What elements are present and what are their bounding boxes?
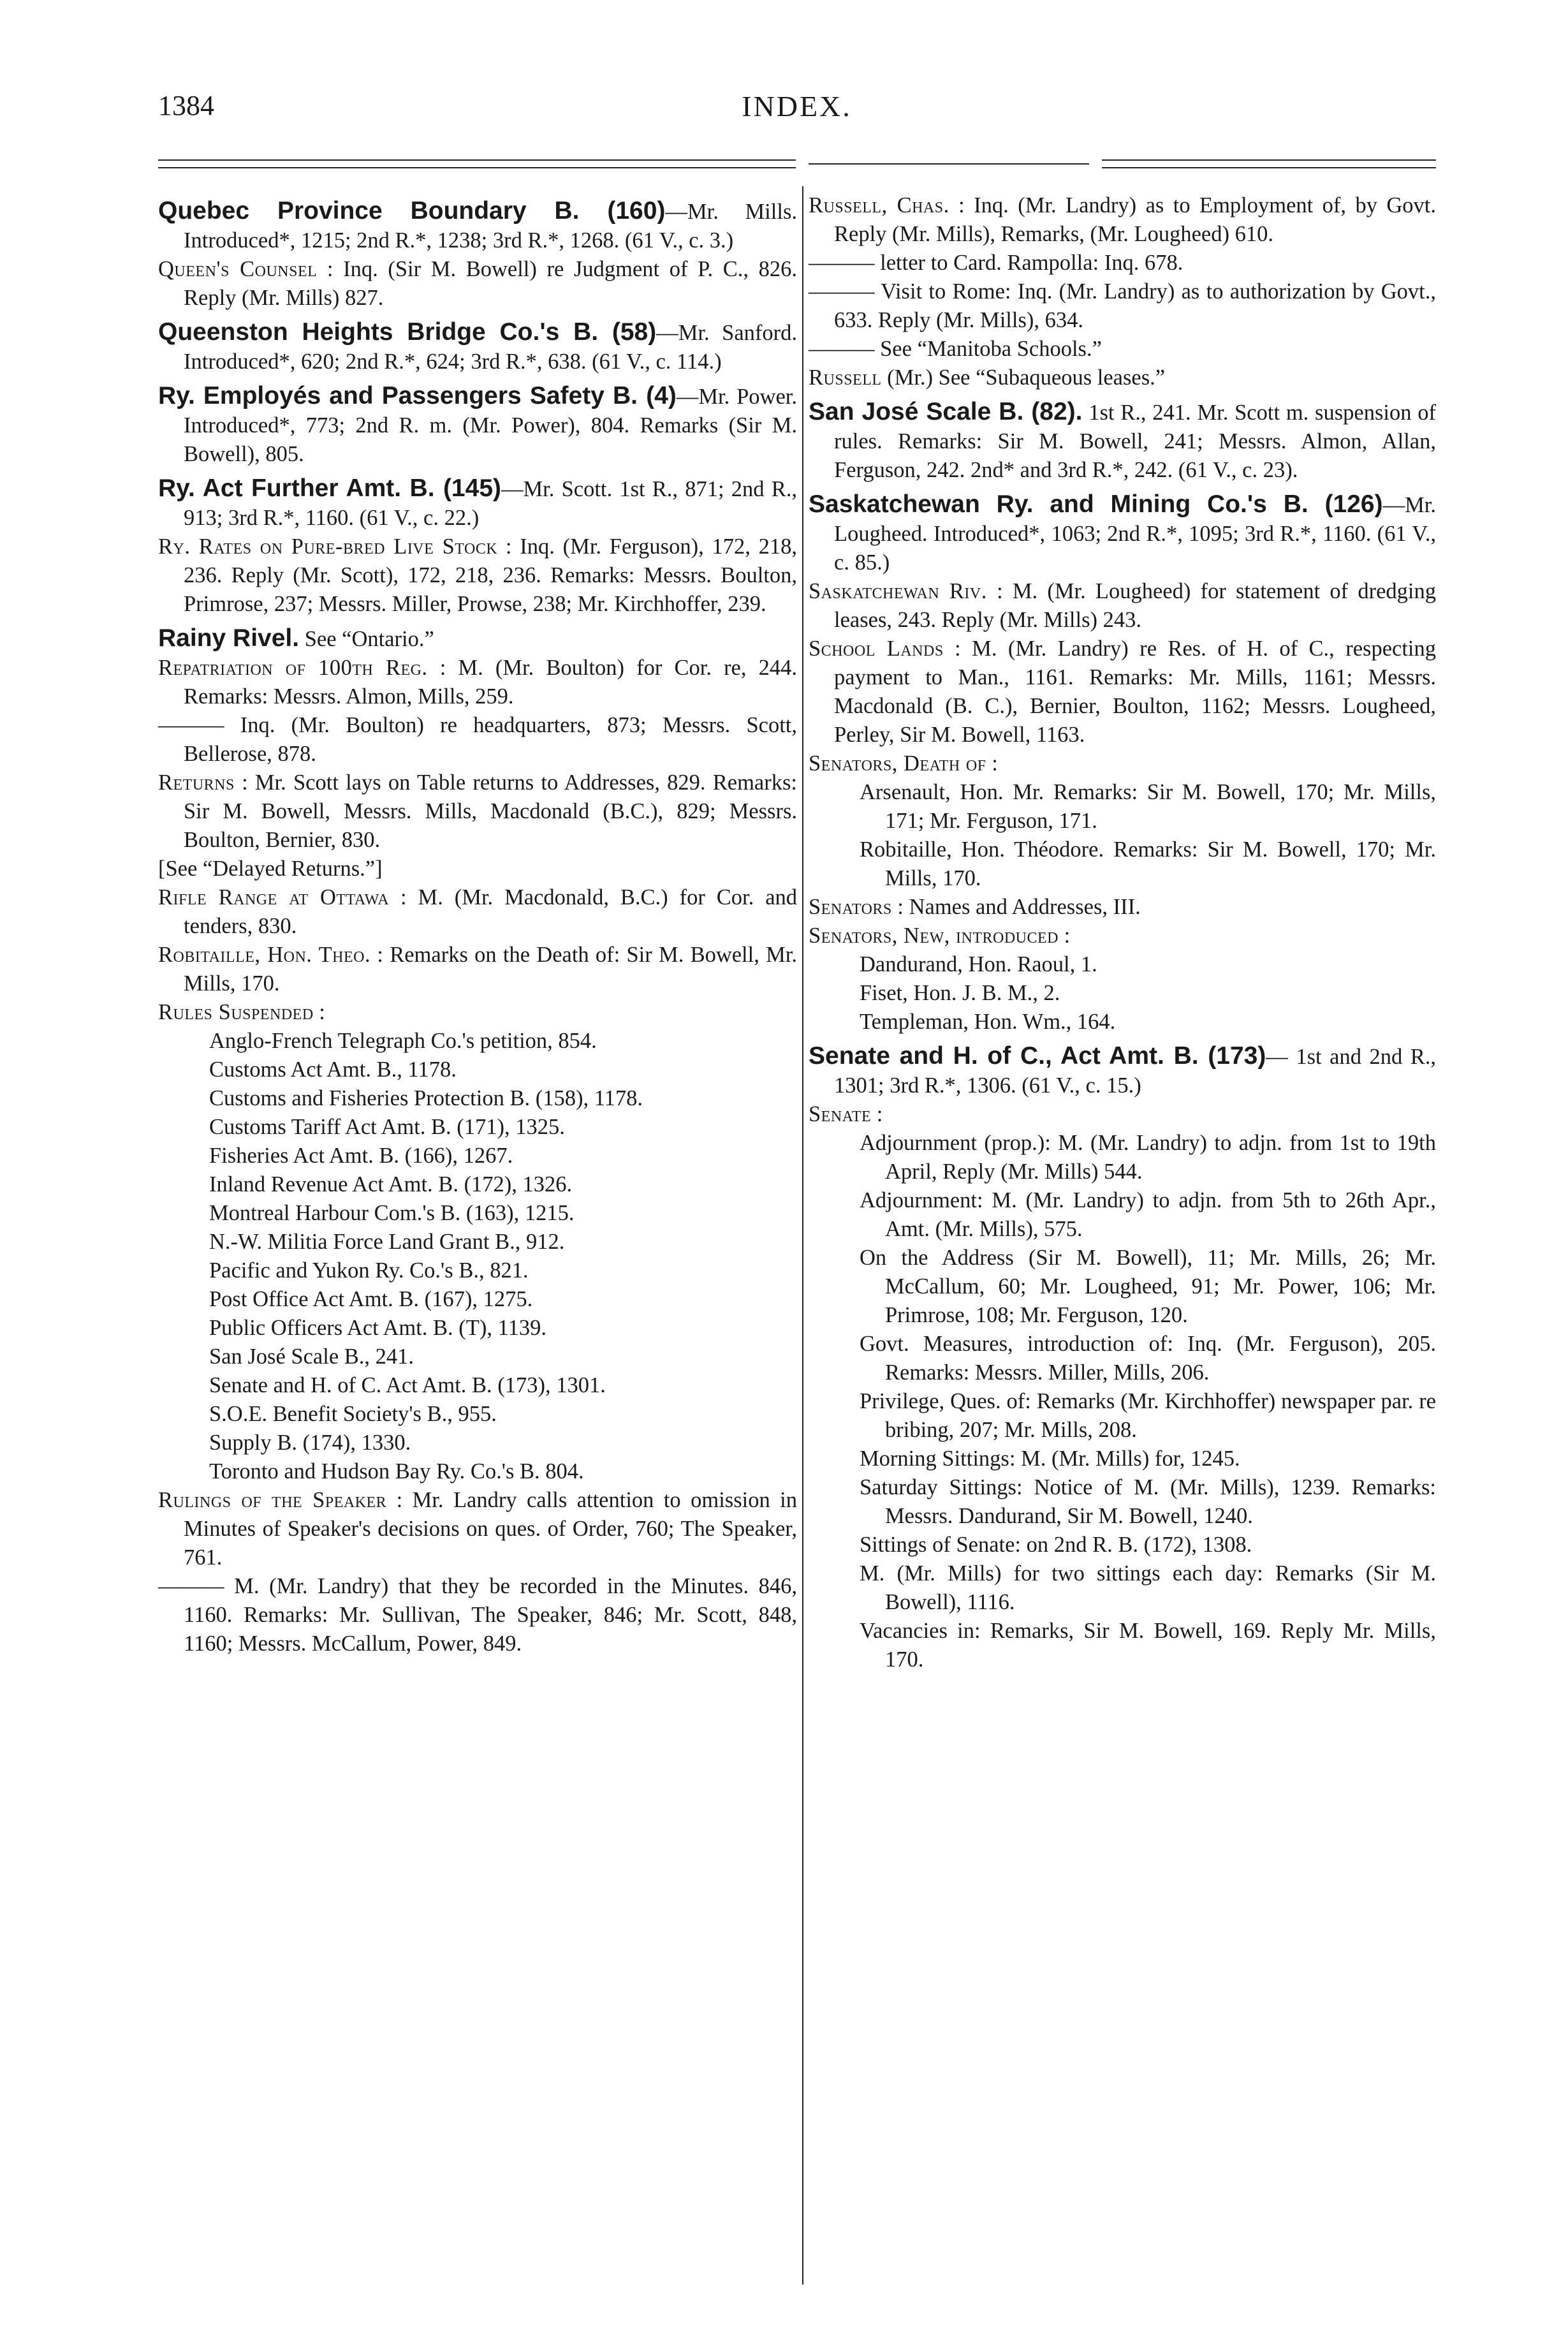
entry-heading: ——— (809, 279, 875, 304)
index-entry (809, 191, 1436, 249)
entry-text: : M. (Mr. Macdonald, B.C.) for Cor. and tenders, 830. (184, 885, 798, 938)
entry-heading: Quebec Province Boundary B. (160) (158, 197, 666, 225)
entry-heading: Russell, Chas. (809, 193, 949, 217)
index-entry (158, 1572, 797, 1658)
index-subentry: M. (Mr. Mills) for two sittings each day: Remarks (Sir M. Bowell), 1116. (860, 1561, 1436, 1614)
page-number: 1384 (158, 90, 214, 121)
index-subentry: Customs Tariff Act Amt. B. (171), 1325. (209, 1115, 565, 1139)
entry-text: letter to Card. Rampolla: Inq. 678. (874, 251, 1183, 275)
index-entry (158, 255, 797, 313)
entry-heading: San José Scale B. (82). (809, 398, 1083, 425)
entry-text: : M. (Mr. Boulton) for Cor. re, 244. Remarks: Messrs. Almon, Mills, 259. (184, 656, 797, 709)
entry-text: : M. (Mr. Lougheed) for statement of dredging leases, 243. Reply (Mr. Mills) 243. (834, 579, 1436, 632)
index-subentry: Adjournment: M. (Mr. Landry) to adjn. from 5th to 26th Apr., Amt. (Mr. Mills), 575. (860, 1188, 1436, 1241)
entry-text: : (313, 1000, 325, 1024)
index-subentry: Post Office Act Amt. B. (167), 1275. (209, 1287, 533, 1311)
index-subentry: Dandurand, Hon. Raoul, 1. (860, 952, 1097, 976)
entry-text: : (1058, 924, 1071, 948)
index-subentry: Fiset, Hon. J. B. M., 2. (860, 981, 1060, 1005)
entry-text: : Remarks on the Death of: Sir M. Bowell, Mr. Mills, 170. (184, 943, 797, 996)
index-subentry: Supply B. (174), 1330. (209, 1431, 411, 1455)
index-column-right (809, 191, 1436, 1674)
index-entry (158, 624, 797, 654)
entry-heading: Rifle Range at Ottawa (158, 885, 390, 909)
index-entry (158, 711, 797, 769)
entry-heading: Russell (809, 365, 882, 390)
entry-text: [See “Delayed Returns.”] (158, 857, 383, 881)
entry-text: See “Manitoba Schools.” (874, 337, 1102, 361)
index-subentry: Customs Act Amt. B., 1178. (209, 1057, 457, 1082)
entry-heading: Rulings of the Speaker (158, 1488, 387, 1512)
index-entry (809, 490, 1436, 577)
entry-text: —Mr. Lougheed. Introduced*, 1063; 2nd R.*, 1095; 3rd R.*, 1160. (61 V., c. 85.) (834, 493, 1436, 575)
entry-text: Visit to Rome: Inq. (Mr. Landry) as to authorization by Govt., 633. Reply (Mr. Mills), 634. (834, 279, 1436, 332)
entry-text: See “Ontario.” (299, 627, 434, 651)
header-rule (158, 167, 796, 168)
index-entry (158, 855, 797, 883)
entry-heading: Ry. Rates on Pure-bred Live Stock (158, 534, 498, 559)
index-entry (809, 893, 1436, 922)
header-rule (1102, 159, 1436, 161)
index-subentry: San José Scale B., 241. (209, 1344, 414, 1369)
entry-heading: Rules Suspended (158, 1000, 314, 1024)
index-entry (809, 364, 1436, 392)
index-entry (809, 397, 1436, 485)
entry-text: —Mr. Sanford. Introduced*, 620; 2nd R.*, 624; 3rd R.*, 638. (61 V., c. 114.) (184, 321, 797, 374)
index-entry (158, 769, 797, 855)
index-entry (158, 941, 797, 998)
entry-heading: Queenston Heights Bridge Co.'s B. (58) (158, 318, 657, 346)
index-subentry: Anglo-French Telegraph Co.'s petition, 854. (209, 1029, 597, 1053)
entry-text: : Inq. (Sir M. Bowell) re Judgment of P. C., 826. Reply (Mr. Mills) 827. (184, 257, 797, 310)
index-subentry: Robitaille, Hon. Théodore. Remarks: Sir M. Bowell, 170; Mr. Mills, 170. (860, 837, 1436, 890)
entry-heading: School Lands (809, 637, 944, 661)
index-subentry: Inland Revenue Act Amt. B. (172), 1326. (209, 1172, 573, 1197)
entry-heading: ——— (158, 1574, 224, 1598)
entry-heading: Queen's Counsel (158, 257, 318, 281)
index-subentry: Arsenault, Hon. Mr. Remarks: Sir M. Bowell, 170; Mr. Mills, 171; Mr. Ferguson, 171. (860, 780, 1436, 833)
index-subentry: Govt. Measures, introduction of: Inq. (Mr. Ferguson), 205. Remarks: Messrs. Miller, Mills, 206. (860, 1332, 1436, 1385)
index-subentry: Vacancies in: Remarks, Sir M. Bowell, 169. Reply Mr. Mills, 170. (860, 1619, 1436, 1672)
entry-text: —Mr. Mills. Introduced*, 1215; 2nd R.*, 1238; 3rd R.*, 1268. (61 V., c. 3.) (184, 200, 797, 253)
entry-heading: ——— (809, 251, 875, 275)
entry-text: —Mr. Scott. 1st R., 871; 2nd R., 913; 3rd R.*, 1160. (61 V., c. 22.) (184, 477, 797, 530)
running-title: INDEX. (742, 90, 852, 122)
index-entry (809, 635, 1436, 749)
index-subentry: Senate and H. of C. Act Amt. B. (173), 1301. (209, 1373, 606, 1397)
entry-text: — 1st and 2nd R., 1301; 3rd R.*, 1306. (61 V., c. 15.) (834, 1045, 1436, 1098)
entry-text: —Mr. Power. Introduced*, 773; 2nd R. m. (Mr. Power), 804. Remarks (Sir M. Bowell), 805. (184, 385, 797, 466)
entry-text: : M. (Mr. Landry) re Res. of H. of C., respecting payment to Man., 1161. Remarks: Mr. Mills, 1161; Messrs. Macdonald (B. C.), Bernier, Boulton, 1162; Messrs. Lougheed, Perley, Sir M. Bowell, 1163. (834, 637, 1436, 747)
index-entry (158, 998, 797, 1027)
index-entry (158, 654, 797, 711)
entry-heading: Repatriation of 100th Reg. (158, 656, 428, 680)
header-rule (809, 163, 1089, 165)
index-subentry: On the Address (Sir M. Bowell), 11; Mr. Mills, 26; Mr. McCallum, 60; Mr. Lougheed, 91; Mr. Power, 106; Mr. Primrose, 108; Mr. Ferguson, 120. (860, 1246, 1436, 1327)
entry-heading: Senate (809, 1102, 872, 1126)
header-rule (158, 159, 796, 161)
index-subentry: Morning Sittings: M. (Mr. Mills) for, 1245. (860, 1447, 1240, 1471)
entry-heading: Returns (158, 770, 235, 795)
entry-heading: Rainy Rivel. (158, 624, 300, 652)
index-entry (158, 196, 797, 255)
index-entry (158, 533, 797, 619)
page-header (158, 89, 1435, 128)
entry-heading: Ry. Employés and Passengers Safety B. (4) (158, 382, 677, 409)
index-entry (809, 335, 1436, 364)
index-entry (158, 1486, 797, 1572)
index-entry (158, 318, 797, 376)
entry-text: : Names and Addresses, III. (891, 895, 1141, 919)
index-entry (809, 1100, 1436, 1129)
index-subentry: Customs and Fisheries Protection B. (158), 1178. (209, 1086, 643, 1110)
header-rule (1102, 167, 1436, 168)
entry-heading: Senators, New, introduced (809, 924, 1059, 948)
entry-heading: ——— (158, 713, 224, 737)
index-entry (809, 1042, 1436, 1100)
entry-heading: Saskatchewan Riv. (809, 579, 987, 603)
index-subentry: Toronto and Hudson Bay Ry. Co.'s B. 804. (209, 1459, 584, 1484)
entry-text: : (871, 1102, 883, 1126)
entry-text: : (986, 751, 998, 776)
index-entry (809, 277, 1436, 335)
index-entry (158, 474, 797, 533)
entry-heading: Saskatchewan Ry. and Mining Co.'s B. (126) (809, 490, 1383, 518)
index-subentry: Sittings of Senate: on 2nd R. B. (172), 1308. (860, 1533, 1252, 1557)
entry-heading: Senators, Death of (809, 751, 986, 776)
entry-text: M. (Mr. Landry) that they be recorded in the Minutes. 846, 1160. Remarks: Mr. Sullivan, The Speaker, 846; Mr. Scott, 848, 1160; Messrs. McCallum, Power, 849. (184, 1574, 797, 1656)
entry-text: : Inq. (Mr. Landry) as to Employment of, by Govt. Reply (Mr. Mills), Remarks, (Mr. Lougheed) 610. (834, 193, 1437, 246)
index-subentry: Privilege, Ques. of: Remarks (Mr. Kirchhoffer) newspaper par. re bribing, 207; Mr. Mills, 208. (860, 1389, 1436, 1442)
entry-heading: Robitaille, Hon. Theo. (158, 943, 371, 967)
index-entry (809, 749, 1436, 778)
index-subentry: Fisheries Act Amt. B. (166), 1267. (209, 1144, 513, 1168)
index-subentry: Templeman, Hon. Wm., 164. (860, 1010, 1116, 1034)
index-column-left (158, 191, 797, 1658)
index-subentry: Saturday Sittings: Notice of M. (Mr. Mills), 1239. Remarks: Messrs. Dandurand, Sir M. Bowell, 1240. (860, 1475, 1436, 1528)
index-subentry: Pacific and Yukon Ry. Co.'s B., 821. (209, 1258, 529, 1283)
index-subentry: S.O.E. Benefit Society's B., 955. (209, 1402, 497, 1426)
entry-text: : Mr. Scott lays on Table returns to Addresses, 829. Remarks: Sir M. Bowell, Messrs. Mills, Macdonald (B.C.), 829; Messrs. Boulton, Bernier, 830. (184, 770, 797, 852)
index-entry (809, 922, 1436, 950)
index-entry (809, 249, 1436, 277)
entry-heading: Ry. Act Further Amt. B. (145) (158, 475, 501, 502)
index-entry (158, 883, 797, 941)
index-subentry: Public Officers Act Amt. B. (T), 1139. (209, 1316, 546, 1340)
entry-text: 1st R., 241. Mr. Scott m. suspension of rules. Remarks: Sir M. Bowell, 241; Messrs. Almon, Allan, Ferguson, 242. 2nd* and 3rd R.*, 242. (61 V., c. 23). (834, 401, 1436, 482)
index-entry (158, 381, 797, 469)
entry-text: : Mr. Landry calls attention to omission in Minutes of Speaker's decisions on ques. of Order, 760; The Speaker, 761. (184, 1488, 797, 1570)
entry-text: : Inq. (Mr. Ferguson), 172, 218, 236. Reply (Mr. Scott), 172, 218, 236. Remarks: Messrs. Boulton, Primrose, 237; Messrs. Miller, Prowse, 238; Mr. Kirchhoffer, 239. (184, 534, 797, 616)
entry-heading: ——— (809, 337, 875, 361)
index-subentry: N.-W. Militia Force Land Grant B., 912. (209, 1230, 565, 1254)
column-divider (802, 186, 803, 2285)
index-subentry: Adjournment (prop.): M. (Mr. Landry) to adjn. from 1st to 19th April, Reply (Mr. Mills) 544. (860, 1131, 1436, 1184)
entry-text: (Mr.) See “Subaqueous leases.” (881, 365, 1166, 390)
entry-text: Inq. (Mr. Boulton) re headquarters, 873; Messrs. Scott, Bellerose, 878. (184, 713, 797, 766)
entry-heading: Senate and H. of C., Act Amt. B. (173) (809, 1042, 1266, 1070)
entry-heading: Senators (809, 895, 892, 919)
index-subentry: Montreal Harbour Com.'s B. (163), 1215. (209, 1201, 575, 1225)
index-entry (809, 577, 1436, 635)
